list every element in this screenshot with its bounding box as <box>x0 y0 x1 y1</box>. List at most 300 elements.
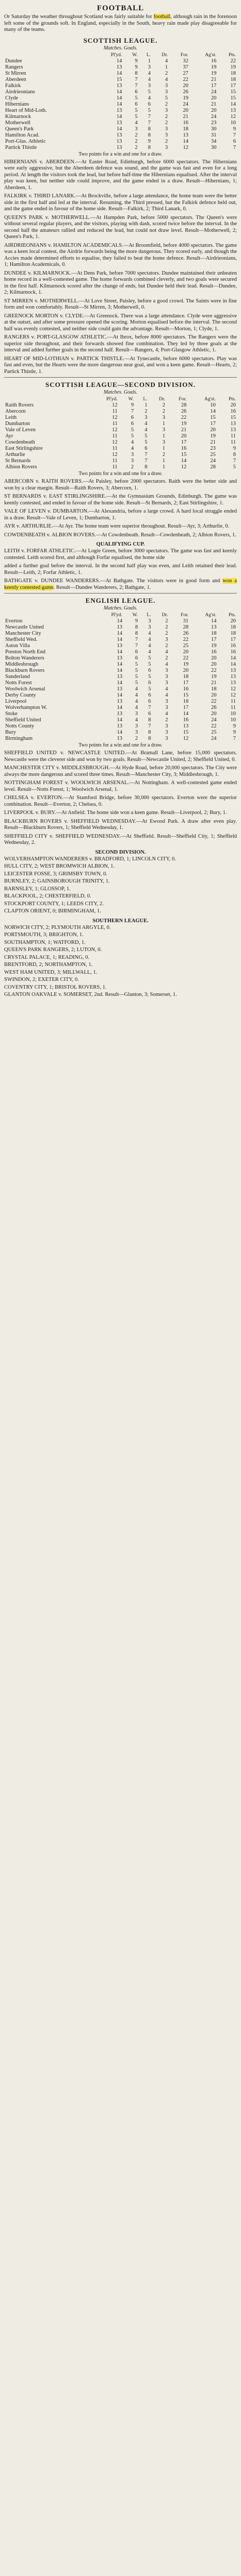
table-cell: 31 <box>183 618 189 624</box>
table-cell: 16 <box>181 446 187 451</box>
result-line: SWINDON, 2; EXETER CITY, 0. <box>4 977 79 982</box>
table-cell: 3 <box>135 126 138 132</box>
column-header: L. <box>146 52 151 58</box>
table-row <box>4 668 237 674</box>
table-cell: 8 <box>148 717 151 723</box>
table-cell: 17 <box>211 637 217 642</box>
table-row <box>4 77 237 83</box>
table-cell: 14 <box>117 631 122 636</box>
match-report: BLACKBURN ROVERS v. SHEFFIELD WEDNESDAY.—At Ewood Park. A draw after even play. Result—Blackburn Rovers, 1; Sheffield Wednesday, 1. <box>4 818 237 831</box>
result-line: BARNSLEY, 1; GLOSSOP, 1. <box>4 886 71 892</box>
table-cell: 3 <box>148 624 151 630</box>
table-row <box>4 120 237 126</box>
table-cell: 4 <box>135 686 138 692</box>
table-cell: 1 <box>144 402 148 408</box>
table-cell: 9 <box>135 64 138 70</box>
table-row <box>4 723 237 730</box>
table-cell: 3 <box>165 674 168 680</box>
table-cell: 4 <box>131 446 134 451</box>
table-cell: 14 <box>116 101 122 107</box>
table-cell: 30 <box>211 144 217 150</box>
table-cell: 30 <box>211 126 217 132</box>
table-cell: 4 <box>135 692 138 698</box>
table-cell: 26 <box>183 631 189 636</box>
table-cell: 2 <box>165 717 168 723</box>
table-cell: 3 <box>162 427 165 433</box>
table-cell: 16 <box>183 686 189 692</box>
table-row <box>4 643 237 649</box>
table-row <box>4 132 237 139</box>
table-cell: 1 <box>162 433 165 439</box>
table-cell: 18 <box>230 76 236 82</box>
table-row <box>4 126 237 132</box>
table-cell: 19 <box>181 421 187 427</box>
table-cell: 7 <box>148 723 151 729</box>
table-cell: 4 <box>148 76 151 82</box>
table-cell: 9 <box>233 723 236 729</box>
table-cell: 18 <box>211 686 217 692</box>
team-name: Cowdenbeath <box>5 439 35 445</box>
table-cell: 16 <box>230 643 236 649</box>
match-reports-second-division <box>4 479 237 538</box>
table-cell: 13 <box>117 643 122 649</box>
scottish-second-title: SCOTTISH LEAGUE—SECOND DIVISION. <box>45 381 196 388</box>
table-row <box>4 736 237 742</box>
table-cell: 14 <box>117 692 122 698</box>
result-line: CLAPTON ORIENT, 0; BIRMINGHAM, 1. <box>4 908 101 914</box>
table-cell: 34 <box>211 138 217 144</box>
scottish-league-title: SCOTTISH LEAGUE. <box>83 36 158 44</box>
table-cell: 28 <box>210 464 216 470</box>
table-row <box>4 71 237 77</box>
table-cell: 4 <box>165 662 168 667</box>
table-cell: 9 <box>135 618 138 624</box>
table-row <box>4 699 237 705</box>
column-header: Pts. <box>229 613 236 618</box>
table-cell: 5 <box>135 680 138 686</box>
table-cell: 13 <box>183 132 188 138</box>
table-cell: 14 <box>116 126 122 132</box>
table-cell: 22 <box>211 699 217 704</box>
table-cell: 5 <box>135 662 138 667</box>
closing-line: GLANTON OAKVALE v. SOMERSET, 2nd. Result—Glanton, 3; Somerset, 1. <box>4 992 177 997</box>
column-header: L. <box>143 397 148 402</box>
table-cell: 17 <box>230 637 236 642</box>
table-cell: 20 <box>183 649 189 655</box>
table-cell: 12 <box>230 113 236 120</box>
table-cell: 18 <box>230 624 236 630</box>
table-cell: 3 <box>165 736 168 741</box>
team-name: Wolverhampton W. <box>5 705 47 710</box>
scottish-second-caption: Matches. Goals. <box>103 389 138 395</box>
table-cell: 15 <box>210 415 216 420</box>
table-cell: 5 <box>148 107 151 113</box>
result-line: PORTSMOUTH, 3; BRIGHTON, 1. <box>4 932 84 938</box>
table-cell: 14 <box>117 637 122 642</box>
table-cell: 6 <box>135 89 138 95</box>
team-name: Raith Rovers <box>5 402 34 408</box>
table-cell: 14 <box>117 705 122 710</box>
table-cell: 5 <box>148 662 151 667</box>
table-row <box>4 114 237 120</box>
team-name: Woolwich Arsenal <box>5 686 45 692</box>
table-cell: 6 <box>148 692 151 698</box>
table-row <box>4 649 237 655</box>
table-cell: 20 <box>181 433 187 439</box>
southern-league-title: SOUTHERN LEAGUE. <box>92 918 149 924</box>
table-row <box>4 624 237 631</box>
qualifying-para-3: BATHGATE v. DUNDEE WANDERERS.—At Bathgate. The visitors were in good form and won a keenly contested game. Result—Dundee Wanderers, 2; Bathgate, 1. <box>4 578 237 590</box>
table-cell: 13 <box>230 674 236 680</box>
table-cell: 5 <box>144 433 148 439</box>
table-cell: 17 <box>183 680 189 686</box>
column-header: W. <box>128 397 134 402</box>
table-cell: 22 <box>181 415 187 420</box>
english-league-caption: Matches. Goals. <box>103 605 138 611</box>
table-cell: 18 <box>230 70 236 76</box>
table-cell: 13 <box>117 674 122 680</box>
table-cell: 8 <box>148 736 151 741</box>
table-cell: 13 <box>117 711 122 717</box>
table-cell: 19 <box>211 643 217 649</box>
table-cell: 13 <box>183 723 189 729</box>
table-cell: 3 <box>165 668 168 673</box>
table-cell: 14 <box>230 662 236 667</box>
table-cell: 7 <box>148 120 151 126</box>
column-header: Pl'yd. <box>110 52 122 58</box>
table-cell: 4 <box>165 58 168 64</box>
column-header: Pl'yd. <box>111 613 122 618</box>
table-cell: 4 <box>135 120 138 126</box>
table-cell: 11 <box>112 433 118 439</box>
table-row <box>4 730 237 736</box>
table-cell: 7 <box>144 458 148 464</box>
highlighted-phrase: won a keenly contested game <box>4 578 237 590</box>
table-cell: 26 <box>181 409 187 414</box>
table-cell: 13 <box>116 132 122 138</box>
column-header: For. <box>181 613 189 618</box>
southern-league-results <box>4 925 237 991</box>
table-cell: 21 <box>211 680 217 686</box>
table-cell: 7 <box>131 409 134 414</box>
table-cell: 6 <box>148 101 151 107</box>
table-cell: 24 <box>211 717 217 723</box>
table-cell: 7 <box>233 144 236 150</box>
highlighted-word: football <box>153 14 171 20</box>
team-name: Hibernians <box>5 101 29 107</box>
table-cell: 15 <box>181 452 187 457</box>
table-cell: 20 <box>211 711 217 717</box>
table-cell: 13 <box>117 723 122 729</box>
match-report: HIBERNIANS v. ABERDEEN.—At Easter Road, Edinburgh, before 6000 spectators. The Hibernians were early aggressive, but the Aberdeen defence was sound, and the game was fast and even for a long period. At length the visitors took the lead, but before half-time the Hibernians equalised. After the interval play was keen, but neither side could improve, and the game ended in a draw. Result—Hibernians, 1; Aberdeen, 1. <box>4 159 237 191</box>
table-cell: 4 <box>148 643 151 649</box>
match-report: HEART OF MID-LOTHIAN v. PARTICK THISTLE.—At Tynecastle, before 6000 spectators. Play was fast and even, but the Hearts were the more dangerous near goal, and won a keen game. Result—Hearts, 2; Partick Thistle, 1. <box>4 355 237 375</box>
table-cell: 6 <box>131 415 134 420</box>
table-cell: 19 <box>230 64 236 70</box>
table-cell: 11 <box>230 433 236 439</box>
table-cell: 7 <box>135 76 138 82</box>
table-cell: 2 <box>165 138 168 144</box>
table-cell: 15 <box>183 730 189 735</box>
result-line: BLACKPOOL, 2; CHESTERFIELD, 0. <box>4 893 91 899</box>
team-name: Port-Glas. Athletic <box>5 138 46 144</box>
table-row <box>4 421 237 427</box>
english-league-table <box>4 612 237 742</box>
second-division-title: SECOND DIVISION. <box>95 849 146 855</box>
match-report: AIRDRIEONIANS v. HAMILTON ACADEMICALS.—At Broomfield, before 4000 spectators. The game was a keen local contest, the Airdrie forwards being the more dangerous. They scored early, and though the Accies made determined efforts to equalise, they failed to beat the home defence. Result—Airdrieonians, 1; Hamilton Academicals, 0. <box>4 242 237 267</box>
table-cell: 18 <box>183 674 189 680</box>
table-cell: 17 <box>211 82 217 89</box>
table-cell: 7 <box>148 705 151 710</box>
table-cell: 5 <box>148 686 151 692</box>
column-header: W. <box>132 52 138 58</box>
match-report: COWDENBEATH v. ALBION ROVERS.—At Cowdenbeath. Result—Cowdenbeath, 2; Albion Rovers, 1. <box>4 532 236 538</box>
table-cell: 12 <box>181 464 187 470</box>
table-cell: 12 <box>183 144 188 150</box>
table-cell: 4 <box>165 686 168 692</box>
table-cell: 24 <box>183 101 188 107</box>
table-cell: 22 <box>211 668 217 673</box>
match-report: LIVERPOOL v. BURY.—At Anfield. The home side won a keen game. Result—Liverpool, 2; Bury, 1. <box>4 810 227 816</box>
table-cell: 12 <box>112 439 118 445</box>
table-cell: 14 <box>117 662 122 667</box>
team-name: Liverpool <box>5 699 27 704</box>
table-row <box>4 711 237 717</box>
table-cell: 13 <box>116 82 122 89</box>
table-cell: 2 <box>165 120 168 126</box>
second-division-results <box>4 856 237 915</box>
table-cell: 11 <box>112 446 118 451</box>
table-cell: 4 <box>135 705 138 710</box>
table-cell: 5 <box>135 674 138 680</box>
table-cell: 10 <box>230 120 236 126</box>
table-cell: 10 <box>230 711 236 717</box>
result-line: SOUTHAMPTON, 1; WATFORD, 1. <box>4 939 86 945</box>
table-cell: 20 <box>211 692 217 698</box>
table-cell: 2 <box>144 409 148 414</box>
table-cell: 22 <box>183 76 188 82</box>
team-name: St Bernards <box>5 458 31 464</box>
team-name: Ayr <box>5 433 13 439</box>
table-cell: 22 <box>183 655 189 661</box>
table-cell: 17 <box>230 82 236 89</box>
table-cell: 3 <box>165 144 168 150</box>
table-cell: 20 <box>183 82 188 89</box>
table-row <box>4 427 237 433</box>
match-report: ST BERNARDS v. EAST STIRLINGSHIRE.—At the Gymnasium Grounds, Edinburgh. The game was keenly contested, and ended in favour of the home side. Result—St Bernards, 2; East Stirlingshire, 1. <box>4 494 237 506</box>
table-cell: 24 <box>211 113 217 120</box>
table-cell: 9 <box>131 402 134 408</box>
table-row <box>4 674 237 680</box>
table-cell: 13 <box>116 138 122 144</box>
team-name: Queen's Park <box>5 126 34 132</box>
column-header: Dr. <box>162 613 168 618</box>
team-name: Dumbarton <box>5 421 30 427</box>
team-name: Kilmarnock <box>5 113 31 120</box>
table-cell: 13 <box>230 421 236 427</box>
table-cell: 9 <box>233 126 236 132</box>
table-cell: 4 <box>165 649 168 655</box>
table-cell: 8 <box>148 132 151 138</box>
match-report: QUEEN'S PARK v. MOTHERWELL.—At Hampden Park, before 5000 spectators. The Queen's were without several regular players, and the visitors, playing with dash, scored twice before the interval. In the second half the amateurs rallied and reduced the lead, but could not draw level. Result—Motherwell, 2; Queen's Park, 1. <box>4 214 237 240</box>
table-cell: 5 <box>148 674 151 680</box>
qualifying-para-2: added a further goal before the interval. In the second half play was even, and Leith retained their lead. Result—Leith, 2; Forfar Athletic, 1. <box>4 563 237 575</box>
table-cell: 9 <box>233 446 236 451</box>
table-cell: 15 <box>183 692 189 698</box>
table-cell: 5 <box>144 439 148 445</box>
table-cell: 16 <box>183 120 188 126</box>
table-cell: 6 <box>144 446 148 451</box>
table-cell: 6 <box>148 680 151 686</box>
table-cell: 24 <box>211 736 217 741</box>
table-cell: 3 <box>135 711 138 717</box>
table-cell: 3 <box>165 89 168 95</box>
table-cell: 4 <box>148 649 151 655</box>
table-cell: 5 <box>165 95 168 101</box>
table-cell: 2 <box>162 402 165 408</box>
table-cell: 2 <box>135 736 138 741</box>
table-cell: 2 <box>165 624 168 630</box>
table-cell: 1 <box>165 64 168 70</box>
table-cell: 13 <box>117 624 122 630</box>
table-cell: 3 <box>135 730 138 735</box>
table-cell: 6 <box>233 138 236 144</box>
table-cell: 13 <box>230 668 236 673</box>
table-cell: 10 <box>230 717 236 723</box>
table-cell: 7 <box>144 452 148 457</box>
table-cell: 19 <box>211 674 217 680</box>
column-header: Pts. <box>229 397 236 402</box>
table-cell: 2 <box>165 113 168 120</box>
table-cell: 19 <box>210 433 216 439</box>
table-row <box>4 139 237 145</box>
table-cell: 6 <box>148 699 151 704</box>
table-row <box>4 692 237 699</box>
table-cell: 17 <box>210 421 216 427</box>
match-report: NOTTINGHAM FOREST v. WOOLWICH ARSENAL.—At Nottingham. A well-contested game ended level. Result—Notts Forest, 1; Woolwich Arsenal, 1. <box>4 780 237 792</box>
qualifying-para-1: LEITH v. FORFAR ATHLETIC.—At Logie Green, before 3000 spectators. The game was fast and keenly contested. Leith scored first, and although Forfar equalised, the home side <box>4 548 237 561</box>
table-cell: 4 <box>135 717 138 723</box>
table-cell: 5 <box>131 427 134 433</box>
team-name: Preston North End <box>5 649 46 655</box>
team-name: Derby County <box>5 692 36 698</box>
team-name: Sunderland <box>5 674 30 680</box>
table-cell: 16 <box>230 649 236 655</box>
match-report: GREENOCK MORTON v. CLYDE.—At Greenock. There was a large attendance. Clyde were aggressive at the outset, and after some pressure opened the scoring. Morton equalised before the interval. The second half was evenly contested, and neither side could gain the advantage. Result—Morton, 1; Clyde, 1. <box>4 313 237 332</box>
table-cell: 14 <box>117 618 122 624</box>
team-name: Falkirk <box>5 82 21 89</box>
table-cell: 14 <box>230 655 236 661</box>
table-row <box>4 145 237 151</box>
table-cell: 3 <box>144 415 148 420</box>
table-cell: 15 <box>230 95 236 101</box>
table-cell: 3 <box>165 107 168 113</box>
team-name: Everton <box>5 618 23 624</box>
table-row <box>4 686 237 692</box>
table-cell: 12 <box>112 415 118 420</box>
table-cell: 3 <box>131 452 134 457</box>
table-cell: 13 <box>116 64 122 70</box>
team-name: East Stirlingshire <box>5 446 43 451</box>
column-header: Pl'yd. <box>106 397 118 402</box>
table-cell: 2 <box>162 409 165 414</box>
table-cell: 13 <box>116 144 122 150</box>
table-row <box>4 415 237 421</box>
result-line: NORWICH CITY, 2; PLYMOUTH ARGYLE, 0. <box>4 924 111 930</box>
table-cell: 18 <box>211 631 217 636</box>
table-cell: 5 <box>135 95 138 101</box>
column-header: Ag'st. <box>204 397 216 402</box>
table-cell: 21 <box>183 113 188 120</box>
table-cell: 21 <box>210 439 216 445</box>
table-row <box>4 409 237 415</box>
table-cell: 8 <box>148 144 151 150</box>
table-cell: 8 <box>148 730 151 735</box>
table-cell: 3 <box>165 723 168 729</box>
table-cell: 6 <box>135 655 138 661</box>
table-cell: 18 <box>230 631 236 636</box>
table-cell: 14 <box>117 649 122 655</box>
match-report: VALE OF LEVEN v. DUMBARTON.—At Alexandria, before a large crowd. A hard local struggle ended in a draw. Result—Vale of Leven, 1; Dumbarton, 1. <box>4 509 237 521</box>
table-cell: 1 <box>162 464 165 470</box>
english-league-note: Two points for a win and one for a draw. <box>78 742 163 748</box>
team-name: Hamilton Acad. <box>5 132 40 138</box>
table-cell: 5 <box>135 107 138 113</box>
table-cell: 14 <box>183 138 188 144</box>
intro-paragraph: Or Saturday the weather throughout Scotland was fairly suitable for football, although rain in the forenoon left some of the grounds soft. In England, especially in the South, heavy rain made play disagreeable for many of the teams. <box>4 14 237 32</box>
table-cell: 3 <box>165 132 168 138</box>
table-cell: 1 <box>162 458 165 464</box>
table-cell: 2 <box>135 132 138 138</box>
table-cell: 6 <box>148 711 151 717</box>
table-cell: 12 <box>112 452 118 457</box>
table-cell: 11 <box>112 464 118 470</box>
table-cell: 4 <box>131 439 134 445</box>
table-cell: 7 <box>135 643 138 649</box>
column-header: For. <box>180 52 188 58</box>
match-report: ABERCORN v. RAITH ROVERS.—At Paisley, before 2000 spectators. Raith were the better side and won by a clear margin. Result—Raith Rovers, 3; Abercorn, 1. <box>4 479 237 491</box>
result-line: QUEEN'S PARK RANGERS, 2; LUTON, 0. <box>4 947 102 953</box>
table-row <box>4 458 237 464</box>
table-cell: 2 <box>165 643 168 649</box>
table-cell: 5 <box>148 655 151 661</box>
table-cell: 3 <box>148 82 151 89</box>
table-cell: 20 <box>211 662 217 667</box>
page-title: FOOTBALL <box>97 4 144 12</box>
table-cell: 20 <box>211 655 217 661</box>
table-cell: 20 <box>230 618 236 624</box>
table-cell: 24 <box>210 458 216 464</box>
table-cell: 6 <box>135 101 138 107</box>
table-cell: 22 <box>230 58 236 64</box>
table-row <box>4 631 237 637</box>
qualifying-cup-title: QUALIFYING CUP. <box>96 541 145 547</box>
result-line: BURNLEY, 2; GAINSBOROUGH TRINITY, 1. <box>4 878 110 884</box>
team-name: Arthurlie <box>5 452 25 457</box>
table-row <box>4 433 237 439</box>
table-cell: 4 <box>144 427 148 433</box>
table-cell: 3 <box>165 730 168 735</box>
table-cell: 2 <box>165 655 168 661</box>
table-cell: 37 <box>183 64 188 70</box>
team-name: Albion Rovers <box>5 464 37 470</box>
table-cell: 16 <box>230 409 236 414</box>
match-report: ST MIRREN v. MOTHERWELL.—At Love Street, Paisley, before a good crowd. The Saints were in fine form and won comfortably. Result—St Mirren, 3; Motherwell, 0. <box>4 298 237 310</box>
divider <box>4 377 237 378</box>
column-header: Pts. <box>229 52 236 58</box>
table-row <box>4 662 237 668</box>
table-cell: 1 <box>148 58 151 64</box>
